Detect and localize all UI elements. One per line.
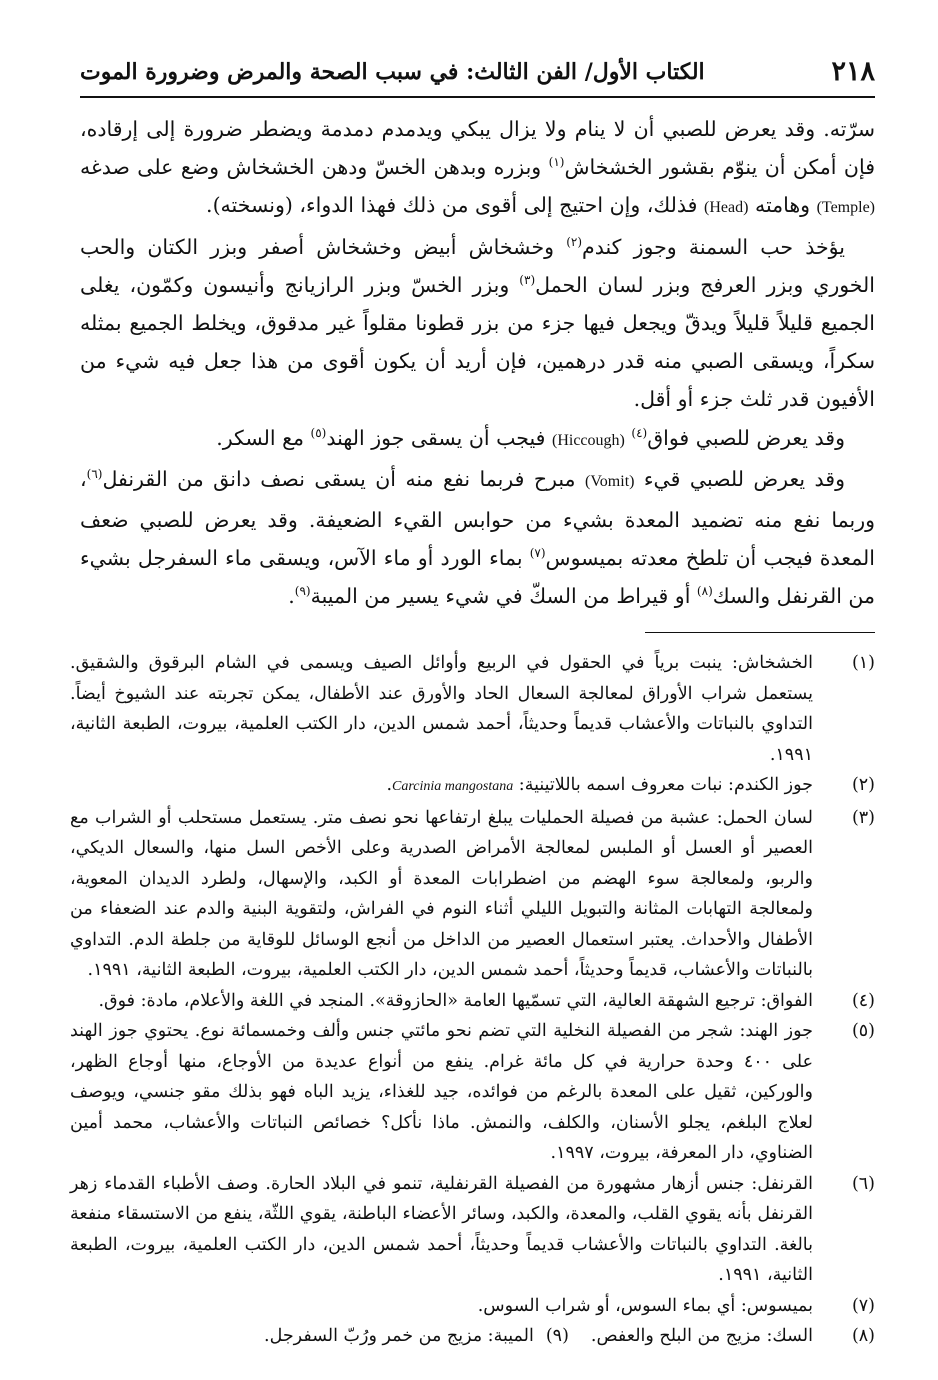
footnote-6: (٦) القرنفل: جنس أزهار مشهورة من الفصيلة القرنفلية، تنمو في البلاد الحارة. وصف الأطباء القدماء زهر القرنفل بأنه يقوي القلب، والمعدة، والكبد، وسائر الأعضاء الباطنة، يقوي اللثّة، ينفع من الاستسقاء منفعة بالغة. التداوي بالنباتات والأعشاب قديماً وحديثاً، أحمد شمس الدين، دار الكتب العلمية، بيروت، الطبعة الثانية، ١٩٩١. xyxy=(70,1169,875,1291)
main-text xyxy=(80,110,875,616)
footnote-ref-9: (٩) xyxy=(294,584,311,599)
footnote-7: (٧) بميسوس: أي بماء السوس، أو شراب السوس. xyxy=(70,1291,875,1322)
english-term-hiccough: (Hiccough) xyxy=(552,431,625,449)
footnote-2: (٢) جوز الكندم: نبات معروف اسمه باللاتينية: Carcinia mangostana. xyxy=(70,770,875,803)
header-rule xyxy=(80,96,875,98)
footnote-ref-5: (٥) xyxy=(310,425,327,440)
footnote-ref-4: (٤) xyxy=(631,425,648,440)
running-title: الكتاب الأول/ الفن الثالث: في سبب الصحة والمرض وضرورة الموت xyxy=(80,59,705,85)
footnote-4: (٤) الفواق: ترجيع الشهقة العالية، التي تسمّيها العامة «الحازوقة». المنجد في اللغة والأعلام، مادة: فوق. xyxy=(70,986,875,1017)
paragraph-4: وقد يعرض للصبي قيء (Vomit) مبرح فربما نفع منه أن يسقى نصف دانق من القرنفل$^{(٦)}$، وربما نفع منه تضميد المعدة بشيء من حوابس القيء الضعيفة. وقد يعرض للصبي ضعف المعدة فيجب أن تلطخ معدته بميسوس$^{(٧)}$ بماء الورد أو ماء الآس، ويسقى ماء السفرجل بشيء من القرنفل والسك$^{(٨)}$ أو قيراط من السكّ في شيء يسير من الميبة$^{(٩)}$. xyxy=(80,466,875,609)
footnotes xyxy=(70,648,875,1352)
footnote-number: (٨) xyxy=(851,1326,875,1346)
paragraph-3: وقد يعرض للصبي فواق$^{(٤)}$ (Hiccough) فيجب أن يسقى جوز الهند$^{(٥)}$ مع السكر. xyxy=(216,425,845,450)
paragraph-2: يؤخذ حب السمنة وجوز كندم$^{(٢)}$ وخشخاش أبيض وخشخاش أصفر وبزر الكتان والحب الخوري وبزر العرفج وبزر لسان الحمل$^{(٣)}$ وبزر الخسّ وبزر الرازيانج وأنيسون وكمّون، يغلى الجميع قليلاً قليلاً ويدقّ ويجعل فيها جزء من بزر قطونا مقلواً غير مدقوق، ويخلط الجميع بمثله سكراً، ويسقى الصبي منه قدر درهمين، فإن أريد أن يكون أقوى من هذا جعل فيه شيء من الأفيون قدر ثلث جزء أو أقل. xyxy=(80,234,875,412)
footnote-separator xyxy=(645,632,875,633)
footnote-ref-1: (١) xyxy=(548,155,565,170)
footnote-number: (٤) xyxy=(851,990,875,1011)
footnote-1: (١) الخشخاش: ينبت برياً في الحقول في الربيع وأوائل الصيف ويسمى في الشام البرقوق والشقيق. يستعمل شراب الأوراق لمعالجة السعال الحاد والأورق عند الأطفال، يمكن تجربته عند الشيوخ أيضاً. التداوي بالنباتات والأعشاب قديماً وحديثاً، أحمد شمس الدين، دار الكتب العلمية، بيروت، الطبعة الثانية، ١٩٩١. xyxy=(70,648,875,770)
paragraph-1: سرّته. وقد يعرض للصبي أن لا ينام ولا يزال يبكي ويدمدم دمدمة ويضطر ضرورة إلى إرقاده، فإن أمكن أن ينوّم بقشور الخشخاش$^{(١)}$ وبزره وبدهن الخسّ ودهن الخشخاش وضع على صدغه (Temple) وهامته (Head) فذلك، وإن احتيج إلى أقوى من ذلك فهذا الدواء، (ونسخته). xyxy=(80,117,876,218)
footnote-number: (٣) xyxy=(851,807,875,828)
english-term-temple: (Temple) xyxy=(816,199,875,217)
english-term-vomit: (Vomit) xyxy=(584,472,635,490)
footnote-3: (٣) لسان الحمل: عشبة من فصيلة الحمليات يبلغ ارتفاعها نحو نصف متر. يستعمل مستحلب أو الشراب مع العصير أو العسل أو الملبس لمعالجة الأمراض الصدرية وعلى الأخص السل منها، والسعال الديكي، والربو، ولمعالجة سوء الهضم من اضطرابات المعدة أو الكبد، والإسهال، ولطرد الديدان المعوية، ولمعالجة التهابات المثانة والتبويل الليلي أثناء النوم في الفراش، ولتقوية البنية والدم عند الضعفاء من الأطفال والأحداث. يعتبر استعمال العصير من الداخل من أنجع الوسائل للوقاية من جلطة الدم. التداوي بالنباتات والأعشاب، قديماً وحديثاً، أحمد شمس الدين، دار الكتب العلمية، بيروت، الطبعة الثانية، ١٩٩١. xyxy=(70,803,875,986)
latin-name: Carcinia mangostana xyxy=(392,779,514,794)
english-term-head: (Head) xyxy=(704,199,749,217)
footnote-ref-2: (٢) xyxy=(566,234,583,249)
footnote-ref-3: (٣) xyxy=(519,272,536,287)
footnote-ref-7: (٧) xyxy=(529,546,546,561)
footnote-number-9: (٩) xyxy=(545,1326,569,1346)
footnote-5: (٥) جوز الهند: شجر من الفصيلة النخلية التي تضم نحو مائتي جنس وألف وخمسمائة نوع. يحتوي جوز الهند على ٤٠٠ وحدة حرارية في كل مائة غرام. ينفع من أنواع عديدة من الأوجاع، منها أوجاع الظهر، والوركين، ثقيل على المعدة بالرغم من فوائده، جيد للغذاء، يزيد الباه فهو بذلك مقو جنسي، ويوصف لعلاج البلغم، يجلو الأسنان، والكلف، والنمش. ماذا نأكل؟ خصائص النباتات والأعشاب، محمد أمين الضناوي، دار المعرفة، بيروت، ١٩٩٧. xyxy=(70,1016,875,1169)
footnote-ref-6: (٦) xyxy=(86,467,103,481)
page-header xyxy=(80,52,875,92)
footnote-8-9: (٨) السك: مزيج من البلح والعفص.(٩)الميبة: مزيج من خمر ورُبّ السفرجل. xyxy=(70,1321,875,1352)
footnote-ref-8: (٨) xyxy=(696,584,713,599)
footnote-number: (٥) xyxy=(851,1021,875,1041)
footnote-number: (٧) xyxy=(851,1295,875,1316)
footnote-number: (٢) xyxy=(851,775,875,795)
footnote-number: (١) xyxy=(851,653,875,673)
footnote-number: (٦) xyxy=(851,1173,875,1194)
page-number: ٢١٨ xyxy=(831,56,875,87)
